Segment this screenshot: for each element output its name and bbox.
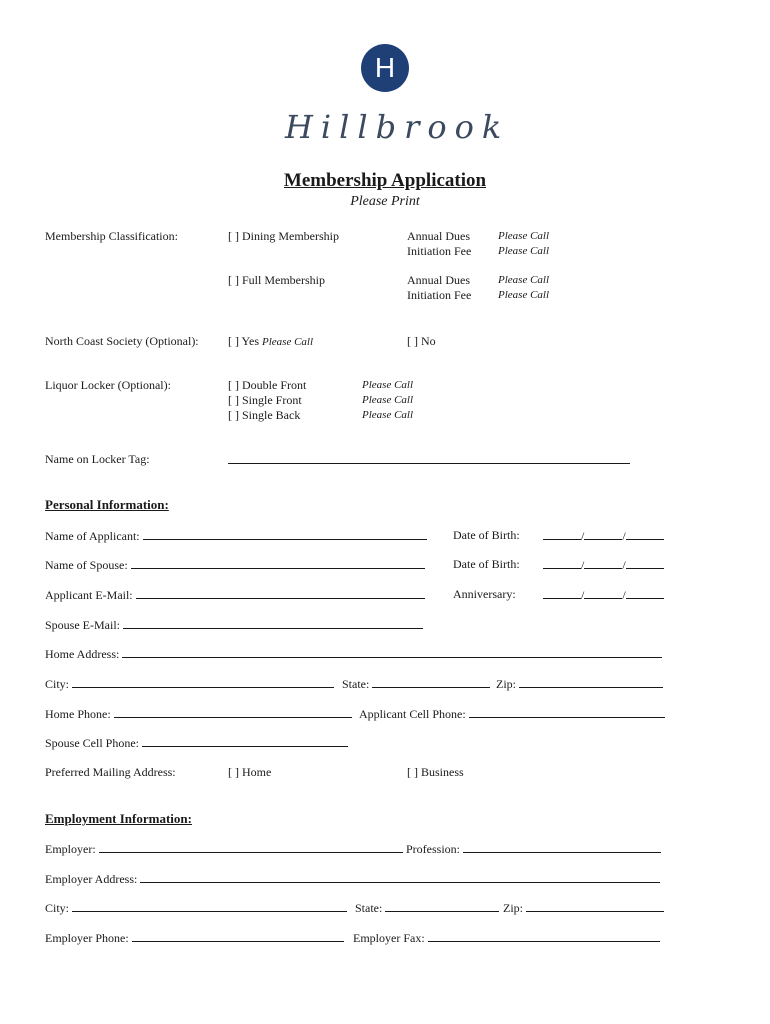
applicant-name-field[interactable]	[45, 528, 427, 544]
spouse-cell-field[interactable]	[45, 735, 348, 751]
preferred-mailing-label: Preferred Mailing Address:	[45, 765, 176, 779]
locker-tag-label: Name on Locker Tag:	[45, 452, 150, 466]
liquor-locker-label: Liquor Locker (Optional):	[45, 378, 171, 392]
home-state-label: State:	[342, 677, 370, 691]
applicant-cell-label: Applicant Cell Phone:	[359, 707, 466, 721]
employer-city-field[interactable]	[45, 900, 347, 916]
locker-tag-field[interactable]	[228, 452, 630, 468]
page-title: Membership Application	[283, 170, 487, 191]
employer-label: Employer:	[45, 842, 96, 856]
employer-city-label: City:	[45, 901, 70, 915]
employer-zip-label: Zip:	[503, 901, 523, 915]
employer-state-field[interactable]	[355, 900, 499, 916]
locker-single-back-checkbox[interactable]: [ ] Single Back	[228, 408, 301, 422]
full-membership-checkbox[interactable]: [ ] Full Membership	[228, 273, 325, 287]
dining-initiation-fee-label: Initiation Fee	[407, 244, 472, 258]
employment-information-header: Employment Information:	[45, 811, 192, 826]
home-phone-field[interactable]	[45, 706, 352, 722]
home-city-field[interactable]	[45, 676, 334, 692]
home-address-field[interactable]	[45, 646, 662, 662]
society-yes-checkbox[interactable]	[228, 334, 313, 350]
home-zip-label: Zip:	[496, 677, 516, 691]
employer-address-label: Employer Address:	[45, 872, 138, 886]
applicant-email-label: Applicant E-Mail:	[45, 588, 133, 602]
applicant-cell-field[interactable]	[359, 706, 665, 722]
full-annual-dues-price: Please Call	[498, 274, 550, 286]
date-separator: /	[581, 588, 585, 602]
dining-initiation-fee-price: Please Call	[498, 245, 550, 257]
society-yes-label: [ ] Yes	[228, 334, 260, 348]
date-separator: /	[622, 558, 626, 572]
personal-information-header: Personal Information:	[45, 497, 169, 512]
anniversary-field[interactable]	[543, 587, 664, 603]
applicant-dob-field[interactable]	[543, 528, 664, 544]
spouse-dob-label: Date of Birth:	[453, 557, 520, 571]
locker-double-front-checkbox[interactable]: [ ] Double Front	[228, 378, 307, 392]
applicant-email-field[interactable]	[45, 587, 425, 603]
home-zip-field[interactable]	[496, 676, 663, 692]
home-city-label: City:	[45, 677, 70, 691]
spouse-name-field[interactable]	[45, 557, 425, 573]
locker-single-front-checkbox[interactable]: [ ] Single Front	[228, 393, 302, 407]
anniversary-label: Anniversary:	[453, 587, 516, 601]
employer-phone-label: Employer Phone:	[45, 931, 129, 945]
applicant-name-label: Name of Applicant:	[45, 529, 140, 543]
employer-address-field[interactable]	[45, 871, 660, 887]
date-separator: /	[581, 529, 585, 543]
spouse-dob-field[interactable]	[543, 557, 664, 573]
locker-single-back-price: Please Call	[362, 409, 414, 421]
applicant-dob-label: Date of Birth:	[453, 528, 520, 542]
page-subtitle: Please Print	[350, 194, 420, 209]
full-annual-dues-label: Annual Dues	[407, 273, 470, 287]
dining-membership-checkbox[interactable]: [ ] Dining Membership	[228, 229, 339, 243]
home-state-field[interactable]	[342, 676, 490, 692]
mailing-home-checkbox[interactable]: [ ] Home	[228, 765, 272, 779]
locker-double-front-price: Please Call	[362, 379, 414, 391]
dining-annual-dues-label: Annual Dues	[407, 229, 470, 243]
society-no-checkbox[interactable]: [ ] No	[407, 334, 436, 348]
society-price: Please Call	[262, 336, 314, 348]
locker-single-front-price: Please Call	[362, 394, 414, 406]
employer-zip-field[interactable]	[503, 900, 664, 916]
employer-phone-field[interactable]	[45, 930, 344, 946]
full-initiation-fee-label: Initiation Fee	[407, 288, 472, 302]
logo-letter: H	[374, 52, 396, 83]
date-separator: /	[622, 529, 626, 543]
north-coast-society-label: North Coast Society (Optional):	[45, 334, 199, 348]
profession-label: Profession:	[406, 842, 460, 856]
spouse-email-field[interactable]	[45, 617, 423, 633]
full-initiation-fee-price: Please Call	[498, 289, 550, 301]
employer-state-label: State:	[355, 901, 383, 915]
mailing-business-checkbox[interactable]: [ ] Business	[407, 765, 464, 779]
membership-classification-label: Membership Classification:	[45, 229, 178, 243]
home-address-label: Home Address:	[45, 647, 120, 661]
employer-field[interactable]	[45, 841, 403, 857]
dining-annual-dues-price: Please Call	[498, 230, 550, 242]
spouse-email-label: Spouse E-Mail:	[45, 618, 120, 632]
spouse-name-label: Name of Spouse:	[45, 558, 128, 572]
home-phone-label: Home Phone:	[45, 707, 111, 721]
club-wordmark: Hillbrook	[285, 108, 510, 146]
employer-fax-label: Employer Fax:	[353, 931, 425, 945]
club-logo-emblem	[361, 44, 409, 92]
profession-field[interactable]	[406, 841, 661, 857]
spouse-cell-label: Spouse Cell Phone:	[45, 736, 140, 750]
date-separator: /	[622, 588, 626, 602]
employer-fax-field[interactable]	[353, 930, 660, 946]
date-separator: /	[581, 558, 585, 572]
